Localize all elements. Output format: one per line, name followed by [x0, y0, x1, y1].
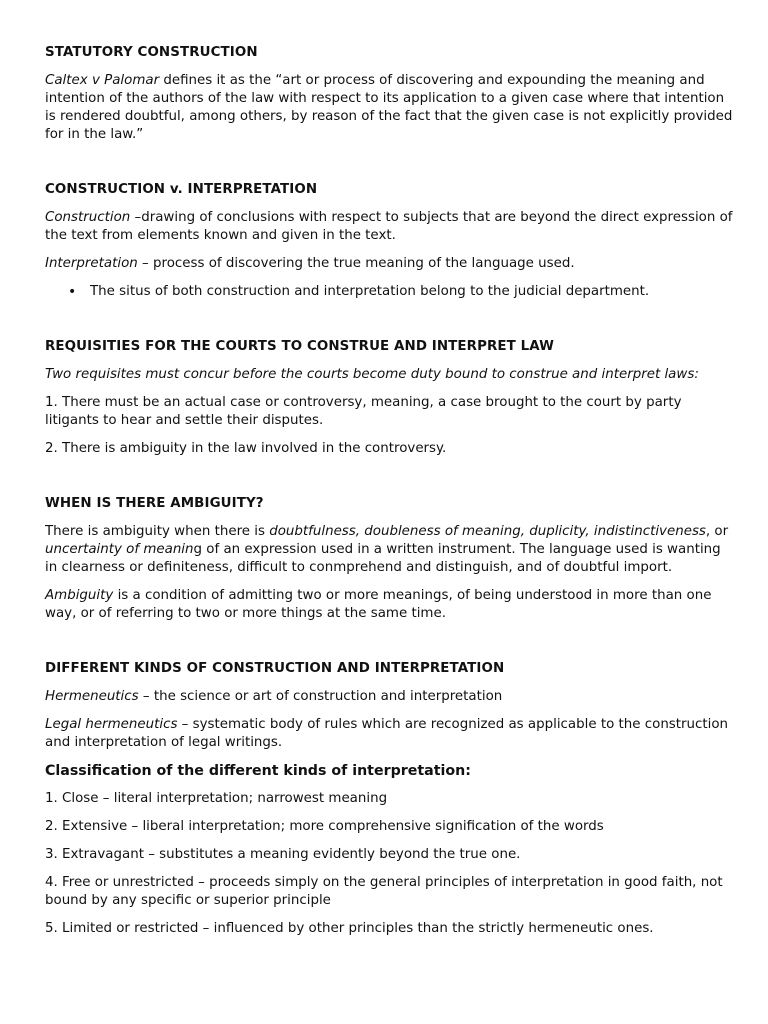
- requisite-item-1: 1. There must be an actual case or controversy, meaning, a case brought to the court by party litigants to hear and settle their disputes.: [45, 395, 682, 428]
- section-spacer: [45, 468, 735, 495]
- heading-construction-vs-interpretation: CONSTRUCTION v. INTERPRETATION: [45, 182, 318, 197]
- paragraph-interpretation-definition: [45, 255, 735, 273]
- ambiguity-definition-text: is a condition of admitting two or more meanings, of being understood in more than one way, or of referring to two or more things at the same time.: [45, 588, 712, 621]
- hermeneutics-definition-text: – the science or art of construction and interpretation: [138, 689, 503, 704]
- term-legal-hermeneutics: Legal hermeneutics: [45, 717, 178, 732]
- heading-requisites: REQUISITIES FOR THE COURTS TO CONSTRUE AND INTERPRET LAW: [45, 339, 555, 354]
- bullet-list: [45, 283, 735, 301]
- ambiguity-italic-2: uncertainty of meanin: [45, 542, 194, 557]
- legal-hermeneutics-definition-text: – systematic body of rules which are recognized as applicable to the construction and interpretation of legal writings.: [45, 717, 729, 750]
- paragraph-construction-definition: [45, 209, 735, 245]
- requisite-item-2: 2. There is ambiguity in the law involved in the controversy.: [45, 441, 447, 456]
- paragraph-legal-hermeneutics: [45, 716, 735, 752]
- ambiguity-text-c: g of an expression used in a written instrument. The language used is wanting in clearness or definiteness, difficult to conmprehend and distinguish, and of doubtful import.: [45, 542, 721, 575]
- paragraph-hermeneutics: [45, 688, 735, 706]
- term-ambiguity: Ambiguity: [45, 588, 114, 603]
- heading-ambiguity: WHEN IS THERE AMBIGUITY?: [45, 496, 264, 511]
- section-spacer: [45, 154, 735, 181]
- classification-heading: Classification of the different kinds of interpretation:: [45, 763, 471, 779]
- term-hermeneutics: Hermeneutics: [45, 689, 139, 704]
- classification-item-5: 5. Limited or restricted – influenced by other principles than the strictly hermeneutic ones.: [45, 921, 654, 936]
- construction-definition-text: –drawing of conclusions with respect to subjects that are beyond the direct expression of the text from elements known and given in the text.: [45, 210, 733, 243]
- heading-statutory-construction: STATUTORY CONSTRUCTION: [45, 45, 258, 60]
- heading-different-kinds: DIFFERENT KINDS OF CONSTRUCTION AND INTERPRETATION: [45, 661, 505, 676]
- paragraph-requisites-intro: [45, 366, 735, 384]
- term-construction: Construction: [45, 210, 131, 225]
- section-spacer: [45, 633, 735, 660]
- classification-item-4: 4. Free or unrestricted – proceeds simply on the general principles of interpretation in good faith, not bound by any specific or superior principle: [45, 875, 723, 908]
- section-spacer: [45, 311, 735, 338]
- paragraph-caltex-definition: [45, 72, 735, 144]
- interpretation-definition-text: – process of discovering the true meaning of the language used.: [137, 256, 575, 271]
- term-interpretation: Interpretation: [45, 256, 138, 271]
- case-name: Caltex v Palomar: [45, 73, 160, 88]
- requisites-intro-text: Two requisites must concur before the courts become duty bound to construe and interpret laws:: [45, 367, 699, 382]
- ambiguity-italic-1: doubtfulness, doubleness of meaning, duplicity, indistinctiveness: [269, 524, 706, 539]
- ambiguity-text-a: There is ambiguity when there is: [45, 524, 270, 539]
- document-page: [45, 44, 735, 948]
- classification-item-1: 1. Close – literal interpretation; narrowest meaning: [45, 791, 388, 806]
- bullet-item-situs: • The situs of both construction and interpretation belong to the judicial department.: [90, 283, 735, 301]
- classification-item-2: 2. Extensive – liberal interpretation; more comprehensive signification of the words: [45, 819, 604, 834]
- classification-item-3: 3. Extravagant – substitutes a meaning evidently beyond the true one.: [45, 847, 521, 862]
- paragraph-ambiguity-definition: [45, 587, 735, 623]
- definition-text: defines it as the “art or process of discovering and expounding the meaning and intention of the authors of the law with respect to its application to a given case where that intention is rendered doubtful, among others, by reason of the fact that the given case is not explicitly provided for in the law.”: [45, 73, 733, 142]
- ambiguity-text-b: , or: [705, 524, 729, 539]
- paragraph-ambiguity-when: [45, 523, 735, 577]
